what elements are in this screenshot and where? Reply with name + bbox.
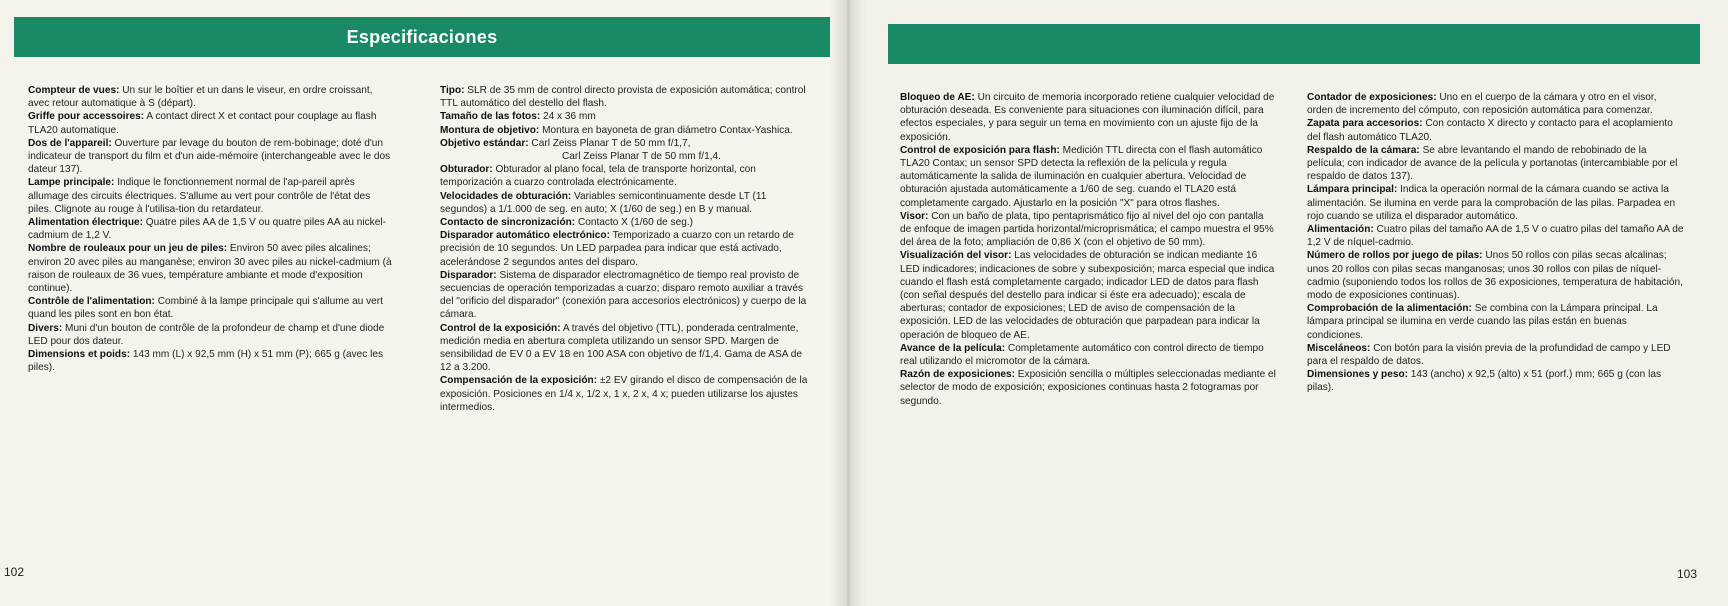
- spec-entry: Montura de objetivo: Montura en bayoneta de gran diámetro Contax-Yashica.: [440, 124, 793, 136]
- spec-entry: Compteur de vues: Un sur le boîtier et un dans le viseur, en ordre croissant, avec retour automatique à S (départ).: [28, 85, 373, 110]
- spec-column-3: [900, 91, 1276, 408]
- header-band-right: [888, 24, 1700, 64]
- spec-entry: Misceláneos: Con botón para la visión previa de la profundidad de campo y LED para el respaldo de datos.: [1307, 342, 1671, 368]
- spec-entry: Zapata para accesorios: Con contacto X directo y contacto para el acoplamiento del flash automático TLA20.: [1307, 118, 1673, 143]
- spec-entry: Disparador automático electrónico: Temporizado a cuarzo con un retardo de precisión de 10 segundos. Un LED parpadea para indicar que está activado, acelerándose 2 segundos antes del disparo.: [440, 230, 794, 268]
- spec-entry: Visualización del visor: Las velocidades de obturación se indican mediante 16 LED indicadores; indicaciones de sobre y subexposición; marca especial que indica cuando el flash está completamente cargado; indicador LED de datos para flash (con señal después del destello para indicar si éste era adecuado); escala de aberturas; contador de exposiciones; LED de aviso de compensación de la exposición. LED de las velocidades de obturación que parpadean para indicar la operación de bloqueo de AE.: [900, 250, 1275, 341]
- spec-entry: Número de rollos por juego de pilas: Unos 50 rollos con pilas secas alcalinas; unos 20 rollos con pilas secas manganosas; unos 30 rollos con pilas de níquel-cadmio (suponiendo todos los rollos de 36 exposiciones, temperatura de habitación, modo de exposiciones continuas).: [1307, 250, 1683, 302]
- section-title: Especificaciones: [346, 27, 498, 47]
- spec-entry: Respaldo de la cámara: Se abre levantando el mando de rebobinado de la película; con indicador de avance de la película y portanotas (intercambiable por el respaldo de datos 137).: [1307, 144, 1678, 183]
- spec-entry: Contrôle de l'alimentation: Combiné à la lampe principale qui s'allume au vert quand les piles sont en bon état.: [28, 296, 383, 321]
- spec-entry: Contador de exposiciones: Uno en el cuerpo de la cámara y otro en el visor, orden de incremento del cómputo, con reposición automática para comenzar.: [1307, 92, 1657, 117]
- page-number-right: 103: [1677, 567, 1698, 581]
- spec-column-2: [440, 84, 813, 414]
- spec-entry: Griffe pour accessoires: A contact direct X et contact pour couplage au flash TLA20 automatique.: [28, 111, 377, 136]
- header-band-left: [14, 17, 830, 57]
- spec-entry: Tipo: SLR de 35 mm de control directo provista de exposición automática; control TTL automático del destello del flash.: [440, 85, 806, 110]
- left-page: [0, 0, 846, 606]
- spec-entry: Control de la exposición: A través del objetivo (TTL), ponderada centralmente, medición media en abertura completa utilizando un sensor SPD. Margen de sensibilidad de EV 0 a EV 18 en 100 ASA con objetivo de f/1,4. Gama de ASA de 12 a 3.200.: [440, 322, 802, 374]
- spec-entry: Alimentation électrique: Quatre piles AA de 1,5 V ou quatre piles AA au nickel-cadmium de 1,2 V.: [28, 217, 386, 242]
- spec-entry: Lampe principale: Indique le fonctionnement normal de l'ap-pareil après allumage des circuits électriques. S'allume au vert pour contrôle de l'état des piles. Clignote au rouge à l'utilisa-tion du retardateur.: [28, 177, 371, 215]
- spec-column-4: [1307, 91, 1685, 395]
- spec-entry: Comprobación de la alimentación: Se combina con la Lámpara principal. La lámpara principal se ilumina en verde cuando las pilas están en buenas condiciones.: [1307, 303, 1658, 341]
- spec-entry: Lámpara principal: Indica la operación normal de la cámara cuando se activa la alimentación. Se ilumina en verde para la comprobación de las pilas. Parpadea en rojo cuando se utiliza el disparador automático.: [1307, 184, 1676, 222]
- spec-column-1: [28, 84, 392, 374]
- spec-entry: Obturador: Obturador al plano focal, tela de transporte horizontal, con temporización a cuarzo controlada electrónicamente.: [440, 164, 756, 189]
- spec-entry: Dimensiones y peso: 143 (ancho) x 92,5 (alto) x 51 (porf.) mm; 665 g (con las pilas).: [1307, 369, 1661, 394]
- spec-entry-lens: Objetivo estándar: Carl Zeiss Planar T de 50 mm f/1,7,: [440, 137, 691, 149]
- spec-entry: Divers: Muni d'un bouton de contrôle de la profondeur de champ et d'une diode LED pour dos dateur.: [28, 322, 385, 347]
- spec-entry: Tamaño de las fotos: 24 x 36 mm: [440, 111, 596, 123]
- spec-entry-lens-line2: Carl Zeiss Planar T de 50 mm f/1,4.: [562, 151, 721, 163]
- spec-entry: Disparador: Sistema de disparador electromagnético de tiempo real provisto de secuencias de operación temporizadas a cuarzo; disparo remoto auxiliar a través del "orificio del disparador" (conexión para accesorios electrónicos) y cuerpo de la cámara.: [440, 269, 807, 321]
- spec-entry: Bloqueo de AE: Un circuito de memoria incorporado retiene cualquier velocidad de obturación deseada. Es conveniente para situaciones con iluminación difícil, para efectos especiales, y para seguir un tema en movimiento con un ajuste fijo de la exposición.: [900, 92, 1275, 143]
- book-gutter-shadow: [830, 0, 866, 606]
- page-number-left: 102: [4, 565, 25, 579]
- spec-entry: Velocidades de obturación: Variables semicontinuamente desde LT (11 segundos) a 1/1.000 de seg. en auto; X (1/60 de seg.) en B y manual.: [440, 190, 767, 215]
- spec-entry: Avance de la película: Completamente automático con control directo de tiempo real utilizando el micromotor de la cámara.: [900, 342, 1264, 368]
- spec-entry: Razón de exposiciones: Exposición sencilla o múltiples seleccionadas mediante el selector de modo de exposición; exposiciones continuas hasta 2 fotogramas por segundo.: [900, 369, 1276, 407]
- spec-entry: Visor: Con un baño de plata, tipo pentaprismático fijo al nivel del ojo con pantalla de enfoque de imagen partida horizontal/microprismática; el campo muestra el 95% del área de la foto; ampliación de 0,86 X (con el objetivo de 50 mm).: [900, 210, 1274, 249]
- spec-entry: Compensación de la exposición: ±2 EV girando el disco de compensación de la exposición. Posiciones en 1/4 x, 1/2 x, 1 x, 2 x, 4 x; pueden utilizarse los ajustes intermedios.: [440, 375, 808, 413]
- spec-entry: Dimensions et poids: 143 mm (L) x 92,5 mm (H) x 51 mm (P); 665 g (avec les piles).: [28, 349, 384, 374]
- spec-entry: Alimentación: Cuatro pilas del tamaño AA de 1,5 V o cuatro pilas del tamaño AA de 1,2 V de níquel-cadmio.: [1307, 224, 1684, 249]
- spec-entry: Dos de l'appareil: Ouverture par levage du bouton de rem-bobinage; doté d'un indicateur de transport du film et d'un aide-mémoire (interchangeable avec le dos dateur 137).: [28, 137, 391, 176]
- spec-entry: Control de exposición para flash: Medición TTL directa con el flash automático TLA20 Contax; un sensor SPD detecta la reflexión de la película y regula automáticamente la salida de iluminación en cualquier abertura. Velocidad de obturación ajustada automáticamente a 1/60 de seg. cuando el TLA20 está completamente cargado. Ajustarlo en la posición "X" para otros flashes.: [900, 144, 1263, 209]
- spec-entry: Nombre de rouleaux pour un jeu de piles: Environ 50 avec piles alcalines; environ 20 avec piles au manganèse; environ 30 avec piles au nickel-cadmium (à raison de rouleaux de 36 vues, température ambiante et mode d'exposition continue).: [28, 243, 392, 295]
- spec-entry: Contacto de sincronización: Contacto X (1/60 de seg.): [440, 217, 693, 229]
